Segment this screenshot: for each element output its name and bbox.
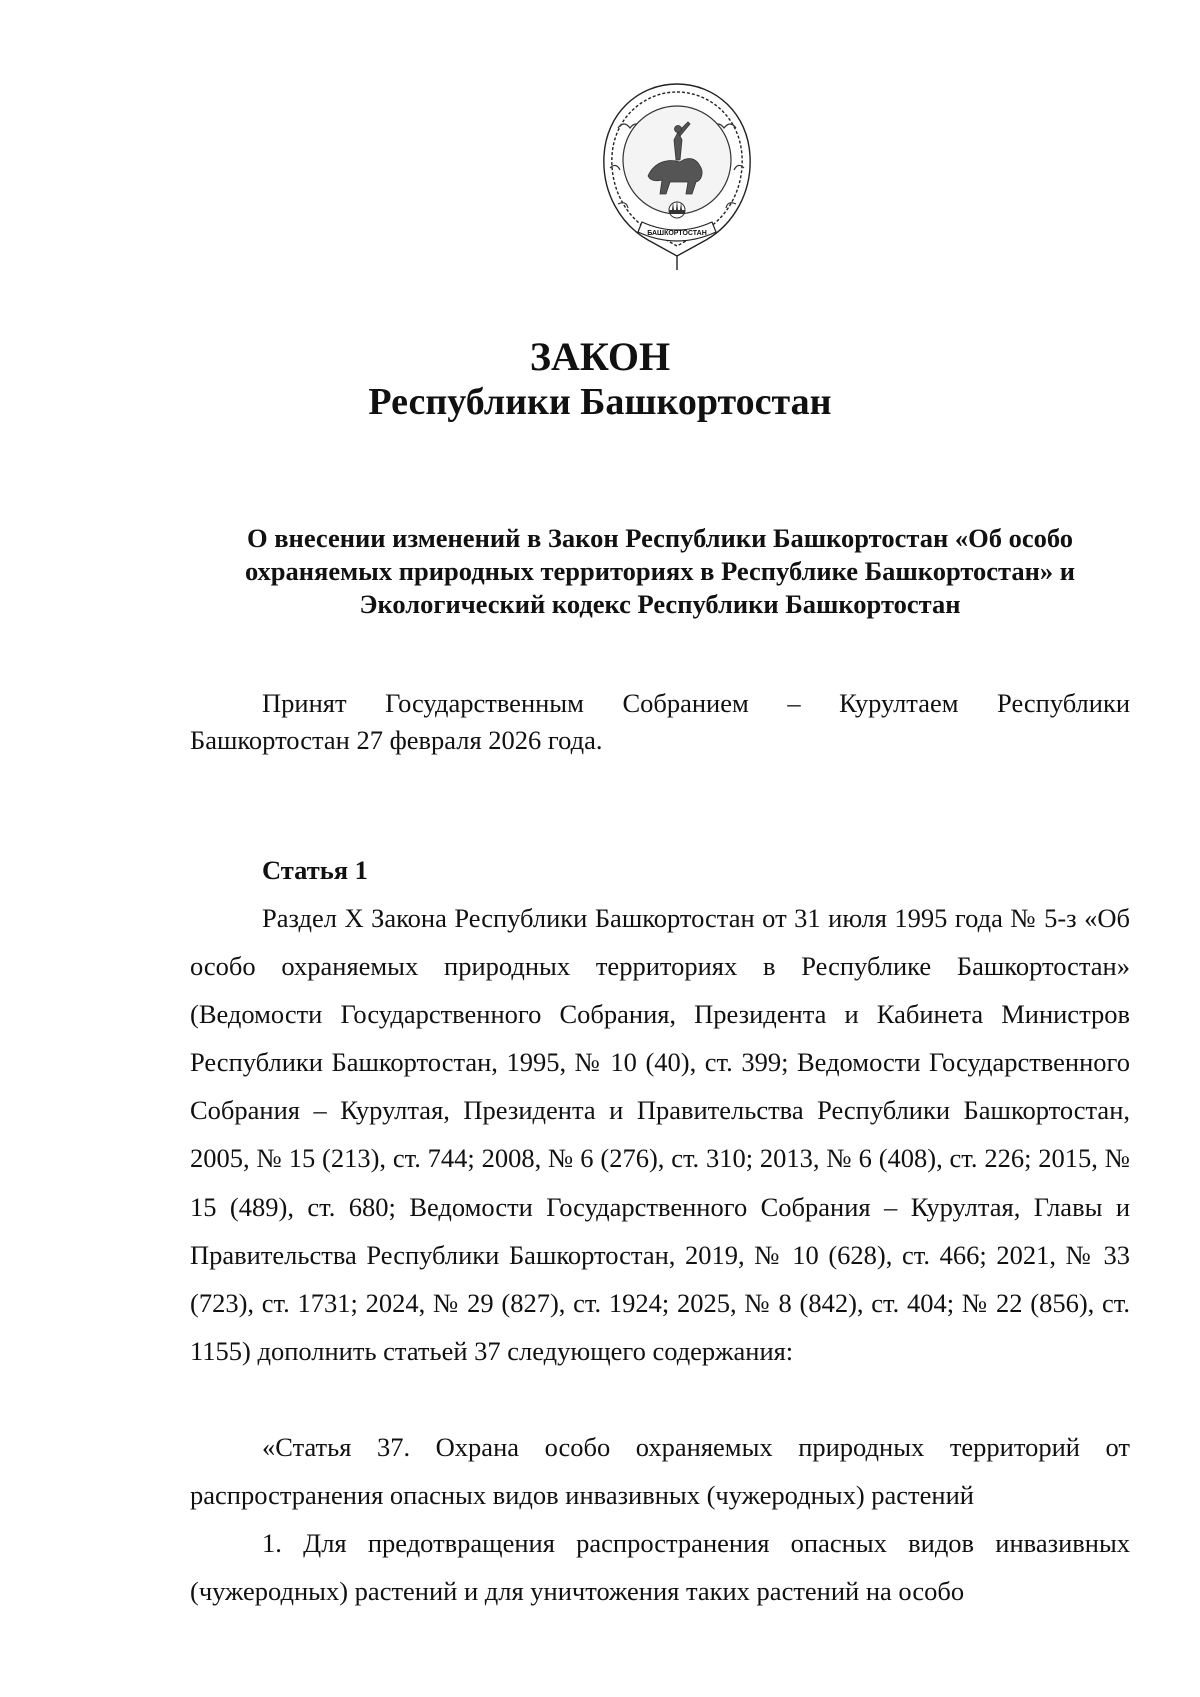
subject-line-1: О внесении изменений в Закон Республики Башкортостан «Об особо <box>247 523 1073 553</box>
subject-line-2: охраняемых природных территориях в Республике Башкортостан» и <box>244 556 1076 586</box>
subject-line-3: Экологический кодекс Республики Башкортостан <box>359 589 961 619</box>
article-1-heading: Статья 1 <box>262 855 368 885</box>
adoption-note: Принят Государственным Собранием – Курултаем Республики Башкортостан 27 февраля 2026 года. <box>190 688 1130 755</box>
article-1-paragraph-3: 1. Для предотвращения распространения опасных видов инвазивных (чужеродных) растений и для уничтожения таких растений на особо <box>190 1528 1130 1607</box>
article-1-paragraph-1: Раздел X Закона Республики Башкортостан от 31 июля 1995 года № 5-з «Об особо охраняемых природных территориях в Республике Башкортостан» (Ведомости Государственного Собрания, Президента и Кабинета Министров Республики Башкортостан, 1995, № 10 (40), ст. 399; Ведомости Государственного Собрания – Курултая, Президента и Правительства Республики Башкортостан, 2005, № 15 (213), ст. 744; 2008, № 6 (276), ст. 310; 2013, № 6 (408), ст. 226; 2015, № 15 (489), ст. 680; Ведомости Государственного Собрания – Курултая, Главы и Правительства Республики Башкортостан, 2019, № 10 (628), ст. 466; 2021, № 33 (723), ст. 1731; 2024, № 29 (827), ст. 1924; 2025, № 8 (842), ст. 404; № 22 (856), ст. 1155) дополнить статьей 37 следующего содержания: <box>190 903 1130 1366</box>
law-title: ЗАКОН <box>529 334 671 379</box>
emblem-ribbon-text: БАШКОРТОСТАН <box>647 230 707 237</box>
law-subtitle: Республики Башкортостан <box>368 381 832 423</box>
article-1-paragraph-2: «Статья 37. Охрана особо охраняемых природных территорий от распространения опасных видов инвазивных (чужеродных) растений <box>190 1432 1130 1511</box>
coat-of-arms-icon <box>588 78 766 274</box>
law-subject <box>190 522 1130 621</box>
